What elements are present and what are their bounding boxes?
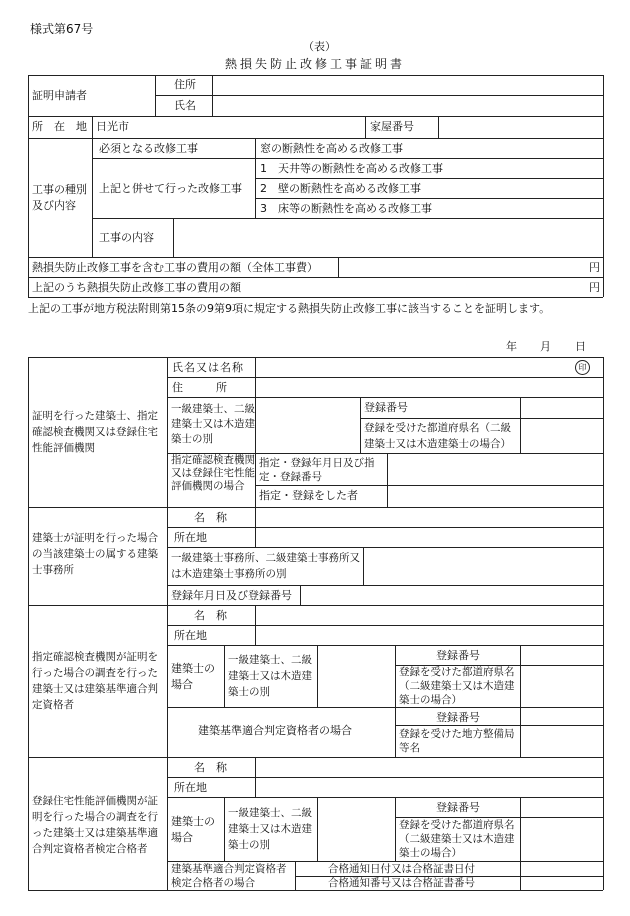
office-location-label: 所在地: [174, 531, 207, 544]
additional-work-item-1[interactable]: 1 天井等の断熱性を高める改修工事: [260, 162, 443, 175]
part-cost-field[interactable]: [340, 279, 585, 296]
additional-work-item-2[interactable]: 2 壁の断熱性を高める改修工事: [260, 182, 421, 195]
required-works-label: 必須となる改修工事: [99, 142, 198, 155]
office-name-label: 名 称: [194, 511, 227, 524]
form-number: 様式第67号: [30, 22, 94, 36]
work-content-label: 工事の内容: [99, 231, 154, 244]
inspection-architect-class-label: 一級建築士、二級建築士又は木造建築士の別: [228, 654, 312, 698]
office-class-label: 一級建築士事務所、二級建築士事務所又は木造建築士事務所の別: [171, 552, 360, 580]
evaluation-location-field[interactable]: [257, 779, 601, 796]
certifier-address-label: 住 所: [172, 381, 227, 394]
work-content-field[interactable]: [175, 220, 602, 256]
applicant-label: 証明申請者: [32, 89, 87, 102]
pass-number-label: 合格通知番号又は合格証書番号: [328, 877, 475, 889]
house-number-label: 家屋番号: [370, 120, 414, 133]
bureau-label: 登録を受けた地方整備局等名: [399, 728, 515, 754]
office-name-field[interactable]: [257, 509, 601, 526]
certifier-prefecture-label: 登録を受けた都道府県名（二級建築士又は木造建築士の場合）: [364, 422, 511, 450]
location-label: 所 在 地: [32, 120, 87, 133]
evaluation-registration-number-label: 登録番号: [436, 801, 480, 814]
applicant-name-label: 氏名: [174, 99, 196, 112]
office-registration-label: 登録年月日及び登録番号: [171, 589, 292, 602]
inspection-name-field[interactable]: [257, 607, 601, 624]
inspection-registration-number-label: 登録番号: [436, 649, 480, 662]
evaluation-name-field[interactable]: [257, 759, 601, 776]
office-location-field[interactable]: [257, 529, 601, 546]
seal-mark: 印: [575, 360, 590, 375]
certifier-agency-label: 指定確認検査機関又は登録住宅性能評価機関の場合: [171, 454, 255, 492]
evaluation-architect-case-label: 建築士の場合: [171, 815, 215, 844]
required-works-value: 窓の断熱性を高める改修工事: [260, 142, 403, 155]
date-day: 日: [575, 340, 586, 353]
pass-date-label: 合格通知日付又は合格証書日付: [328, 863, 475, 875]
additional-work-item-3[interactable]: 3 床等の断熱性を高める改修工事: [260, 202, 432, 215]
inspection-architect-case-label: 建築士の場合: [171, 662, 215, 691]
additional-works-label: 上記と併せて行った改修工事: [99, 182, 242, 195]
works-label: 工事の種別及び内容: [32, 183, 87, 212]
location-value: 日光市: [96, 120, 129, 133]
applicant-address-label: 住所: [174, 78, 196, 91]
designation-date-label: 指定・登録年月日及び指定・登録番号: [259, 457, 375, 483]
inspection-prefecture-label: 登録を受けた都道府県名（二級建築士又は木造建築士の場合）: [399, 666, 515, 706]
house-number-field[interactable]: [440, 118, 602, 137]
part-cost-unit: 円: [589, 281, 600, 294]
certifier-registration-number-label: 登録番号: [364, 401, 408, 414]
evaluation-prefecture-label: 登録を受けた都道府県名（二級建築士又は木造建築士の場合）: [399, 819, 515, 859]
evaluation-agency-label: 登録住宅性能評価機関が証明を行った場合の調査を行った建築士又は建築基準適合判定資格者検定合格者: [32, 795, 158, 855]
office-label: 建築士が証明を行った場合の当該建築士の属する建築士事務所: [32, 532, 158, 576]
applicant-name-field[interactable]: [214, 97, 602, 115]
certifier-architect-class-label: 一級建築士、二級建築士又は木造建築士の別: [171, 403, 255, 445]
total-cost-field[interactable]: [340, 259, 585, 276]
total-cost-label: 熱損失防止改修工事を含む工事の費用の額（全体工事費）: [32, 261, 318, 274]
evaluation-name-label: 名 称: [194, 761, 227, 774]
total-cost-unit: 円: [589, 261, 600, 274]
designator-label: 指定・登録をした者: [259, 489, 358, 502]
applicant-address-field[interactable]: [214, 77, 602, 94]
certification-statement: 上記の工事が地方税法附則第15条の9第9項に規定する熱損失防止改修工事に該当することを証明します。: [28, 302, 551, 315]
front-side-label: （表）: [303, 40, 336, 53]
evaluation-architect-class-label: 一級建築士、二級建築士又は木造建築士の別: [228, 807, 312, 851]
inspection-agency-label: 指定確認検査機関が証明を行った場合の調査を行った建築士又は建築基準適合判定資格者: [32, 651, 158, 711]
evaluation-location-label: 所在地: [174, 781, 207, 794]
judge-case-label: 建築基準適合判定資格者の場合: [198, 724, 352, 737]
certifier-name-field[interactable]: [257, 359, 569, 376]
passer-case-label: 建築基準適合判定資格者検定合格者の場合: [171, 863, 287, 889]
date-year: 年: [506, 340, 517, 353]
date-month: 月: [540, 340, 551, 353]
judge-registration-label: 登録番号: [436, 711, 480, 724]
part-cost-label: 上記のうち熱損失防止改修工事の費用の額: [32, 281, 241, 294]
page-title: 熱損失防止改修工事証明書: [224, 57, 405, 71]
inspection-location-label: 所在地: [174, 629, 207, 642]
certifier-label: 証明を行った建築士、指定確認検査機関又は登録住宅性能評価機関: [32, 410, 158, 454]
inspection-name-label: 名 称: [194, 609, 227, 622]
inspection-location-field[interactable]: [257, 627, 601, 644]
certifier-name-label: 氏名又は名称: [172, 361, 244, 374]
certifier-address-field[interactable]: [257, 379, 601, 396]
